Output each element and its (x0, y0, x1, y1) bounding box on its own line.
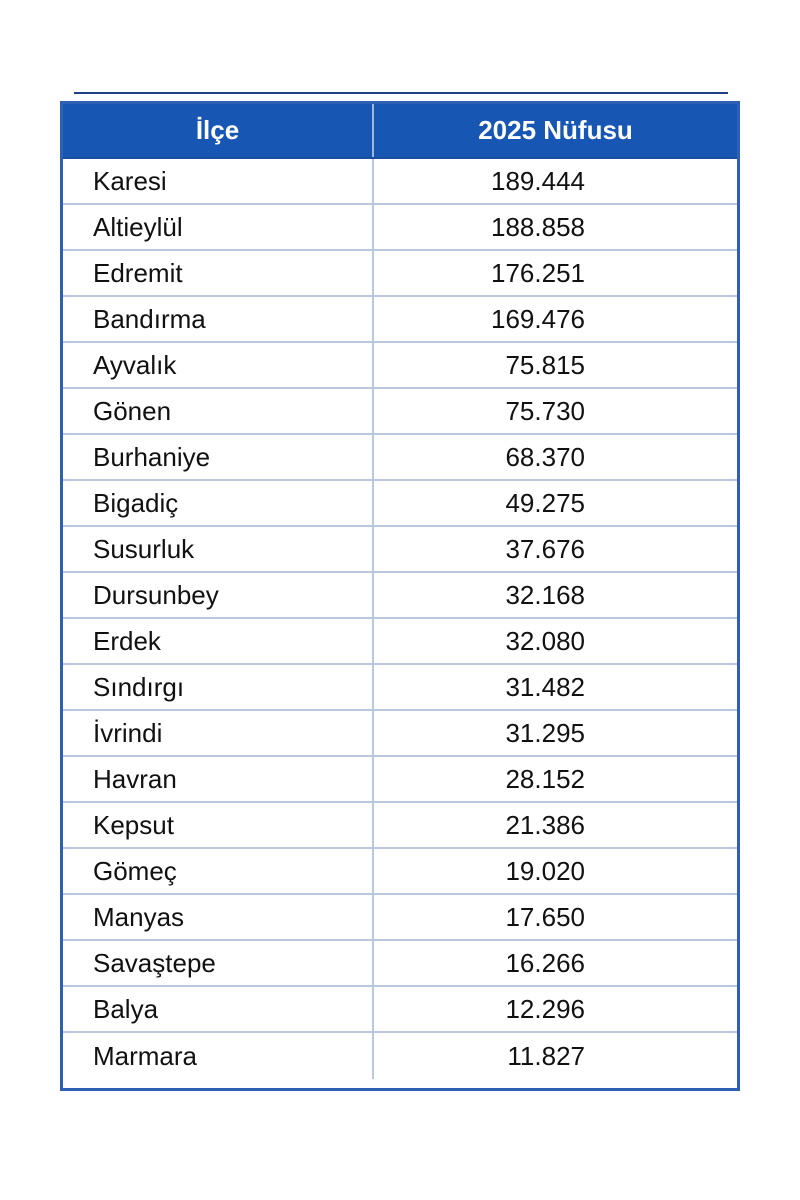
population-value: 32.168 (505, 579, 585, 610)
district-name: Burhaniye (63, 435, 374, 479)
district-name: İvrindi (63, 711, 374, 755)
district-name: Altieylül (63, 205, 374, 249)
table-row (63, 895, 737, 941)
table-row (63, 665, 737, 711)
table-row (63, 803, 737, 849)
district-name: Ayvalık (63, 343, 374, 387)
population-value: 31.295 (505, 717, 585, 748)
population-value: 11.827 (507, 1040, 585, 1071)
table-body (63, 159, 737, 1079)
district-name: Bandırma (63, 297, 374, 341)
table-row (63, 711, 737, 757)
header-district: İlçe (63, 104, 374, 157)
population-value: 32.080 (505, 625, 585, 656)
table-row (63, 941, 737, 987)
population-value: 75.730 (505, 395, 585, 426)
table-row (63, 481, 737, 527)
population-value: 17.650 (505, 901, 585, 932)
table-row (63, 573, 737, 619)
district-name: Edremit (63, 251, 374, 295)
district-name: Manyas (63, 895, 374, 939)
top-rule-divider (74, 92, 728, 94)
district-name: Marmara (63, 1033, 374, 1079)
population-value: 68.370 (505, 441, 585, 472)
table-row (63, 849, 737, 895)
population-value: 188.858 (491, 211, 585, 242)
table-row (63, 987, 737, 1033)
district-name: Kepsut (63, 803, 374, 847)
population-value: 28.152 (505, 763, 585, 794)
district-name: Bigadiç (63, 481, 374, 525)
header-population-2025: 2025 Nüfusu (478, 115, 633, 145)
table-row (63, 389, 737, 435)
population-value: 169.476 (491, 303, 585, 334)
district-name: Erdek (63, 619, 374, 663)
population-value: 49.275 (505, 487, 585, 518)
population-table (60, 101, 740, 1091)
table-row (63, 159, 737, 205)
district-name: Savaştepe (63, 941, 374, 985)
district-name: Gömeç (63, 849, 374, 893)
district-name: Balya (63, 987, 374, 1031)
population-value: 31.482 (505, 671, 585, 702)
table-row (63, 343, 737, 389)
district-name: Sındırgı (63, 665, 374, 709)
population-value: 75.815 (505, 349, 585, 380)
population-value: 12.296 (505, 993, 585, 1024)
table-row (63, 251, 737, 297)
district-name: Karesi (63, 159, 374, 203)
table-row (63, 527, 737, 573)
table-header (63, 104, 737, 159)
population-value: 189.444 (491, 165, 585, 196)
district-name: Dursunbey (63, 573, 374, 617)
population-value: 21.386 (505, 809, 585, 840)
table-row (63, 757, 737, 803)
population-value: 37.676 (505, 533, 585, 564)
population-value: 16.266 (505, 947, 585, 978)
district-name: Susurluk (63, 527, 374, 571)
district-name: Gönen (63, 389, 374, 433)
district-name: Havran (63, 757, 374, 801)
population-value: 19.020 (505, 855, 585, 886)
table-row (63, 619, 737, 665)
table-row (63, 205, 737, 251)
table-row (63, 297, 737, 343)
table-row (63, 435, 737, 481)
table-row (63, 1033, 737, 1079)
population-value: 176.251 (491, 257, 585, 288)
